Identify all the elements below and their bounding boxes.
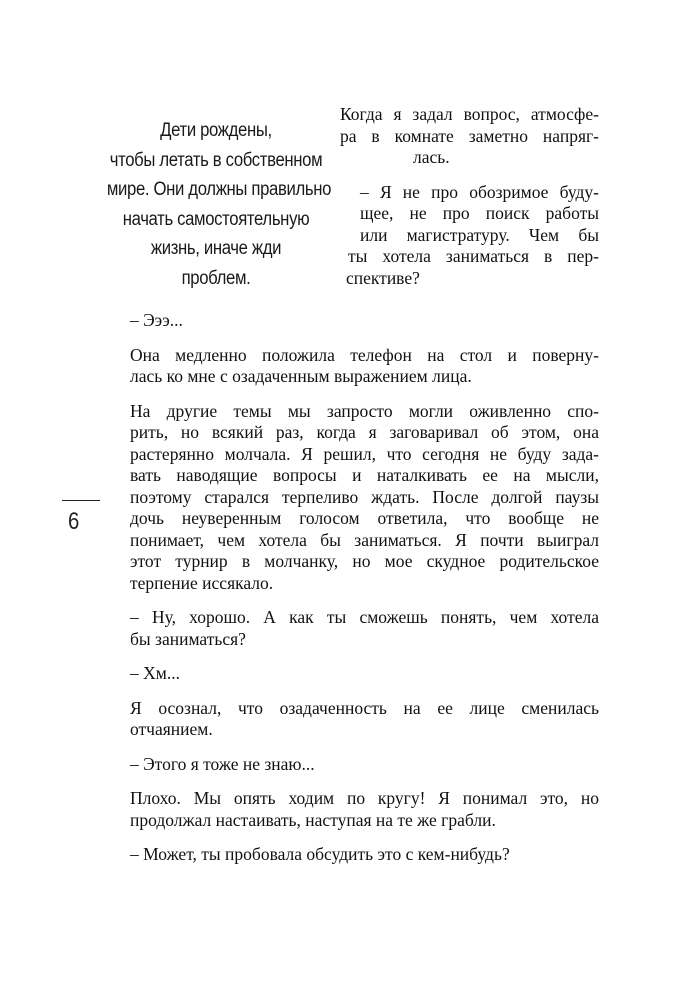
pull-quote-line: мире. Они должны правильно [106, 179, 332, 200]
text-line: Я осознал, что озадаченность на ее лице сменилась [130, 697, 599, 718]
paragraph [130, 788, 599, 831]
paragraph [130, 607, 599, 650]
text-line: спективе? [346, 267, 420, 288]
text-line: вать наводящие вопросы и наталкивать ее на мысли, [130, 465, 599, 485]
paragraph [130, 401, 599, 595]
pull-quote-line: чтобы летать в собственном [109, 149, 323, 171]
text-line: – Этого я тоже не знаю... [130, 753, 315, 774]
text-line: – Ну, хорошо. А как ты сможешь понять, чем хотела [130, 607, 599, 627]
text-line: – Хм... [130, 663, 180, 683]
paragraph [130, 844, 599, 866]
paragraph [130, 698, 599, 741]
paragraph [340, 182, 599, 290]
text-line: Плохо. Мы опять ходим по кругу! Я понимал это, но [130, 788, 599, 808]
paragraph [130, 345, 599, 388]
pull-quote-line: начать самостоятельную [122, 208, 310, 230]
paragraph [130, 663, 599, 685]
text-line: лась. [413, 147, 450, 167]
text-line: поэтому старался терпеливо ждать. После долгой паузы [130, 486, 599, 507]
page-number-rule [62, 500, 100, 501]
text-line: лась ко мне с озадаченным выражением лица. [130, 366, 472, 386]
text-line: отчаянием. [130, 719, 213, 739]
main-column-text [130, 310, 599, 879]
text-line: Когда я задал вопрос, атмосфе- [340, 104, 599, 124]
text-line: бы заниматься? [130, 628, 246, 649]
paragraph [130, 310, 599, 332]
text-line: этот турнир в молчанку, но мое скудное родительское [130, 551, 599, 571]
side-column-text [340, 104, 599, 302]
paragraph [130, 754, 599, 776]
text-line: терпение иссякало. [130, 572, 274, 593]
text-line: – Может, ты пробовала обсудить это с кем-нибудь? [130, 844, 510, 864]
text-line: щее, не про поиск работы [360, 203, 599, 223]
pull-quote-line: проблем. [181, 267, 251, 289]
text-line: продолжал настаивать, наступая на те же грабли. [130, 809, 496, 830]
text-line: или магистратуру. Чем бы [360, 224, 599, 245]
text-line: растерянно молчала. Я решил, что сегодня не буду зада- [130, 443, 599, 464]
text-line: ра в комнате заметно напряг- [340, 125, 599, 146]
page-number: 6 [68, 508, 80, 535]
text-line: – Эээ... [130, 310, 183, 330]
pull-quote [106, 116, 332, 293]
text-line: На другие темы мы запросто могли оживленно спо- [130, 400, 599, 421]
text-line: рить, но всякий раз, когда я заговаривал об этом, она [130, 422, 599, 442]
pull-quote-line: Дети рождены, [160, 120, 272, 141]
pull-quote-line: жизнь, иначе жди [150, 238, 282, 259]
text-line: ты хотела заниматься в пер- [348, 246, 599, 266]
text-line: дочь неуверенным голосом ответила, что вообще не [130, 508, 599, 528]
text-line: понимает, чем хотела бы заниматься. Я почти выиграл [130, 529, 599, 550]
text-line: Она медленно положила телефон на стол и поверну- [130, 344, 599, 365]
text-line: – Я не про обозримое буду- [360, 181, 599, 202]
paragraph [340, 104, 599, 169]
